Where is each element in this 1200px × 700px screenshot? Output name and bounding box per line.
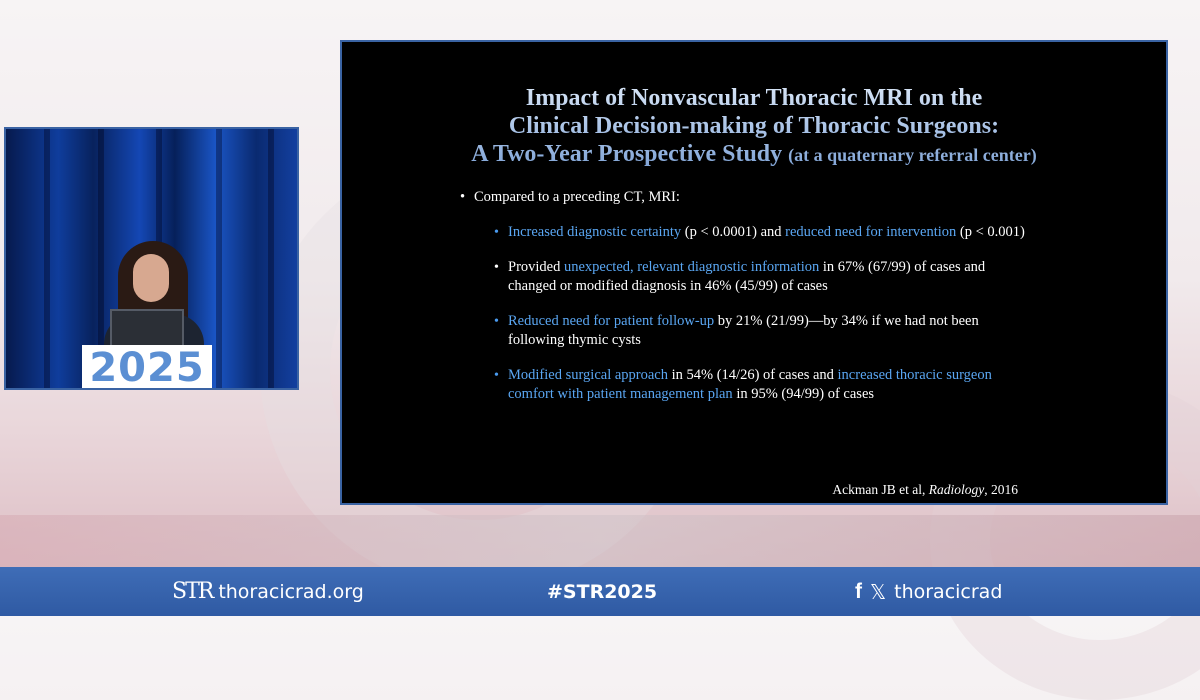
- bullet-text: Provided: [508, 259, 564, 275]
- bullet-dot-icon: •: [494, 260, 499, 275]
- footer-social-handle[interactable]: thoracicrad: [894, 580, 1003, 603]
- highlight-text: reduced need for intervention: [785, 224, 957, 240]
- background-band: [0, 515, 1200, 567]
- str-logo-icon: STR: [172, 579, 213, 604]
- bullet-text: by 21% (21/99)—by 34% if we had not been following thymic cysts: [508, 313, 979, 348]
- slide-title-line: Clinical Decision-making of Thoracic Surgeons:: [508, 113, 1000, 139]
- footer-hashtag: #STR2025: [547, 580, 658, 603]
- bullet-dot-icon: •: [494, 314, 499, 329]
- highlight-text: increased thoracic surgeon comfort with patient management plan: [508, 367, 992, 402]
- citation: [832, 482, 1018, 498]
- footer-social-group[interactable]: [855, 567, 1002, 616]
- highlight-text: Increased diagnostic certainty: [508, 224, 682, 240]
- bullet-text: (p < 0.0001) and: [681, 224, 786, 240]
- slide-title-note: (at a quaternary referral center): [788, 145, 1037, 165]
- slide-title: [342, 84, 1166, 169]
- main-bullet: [460, 188, 1034, 207]
- slide-title-line: [342, 140, 1166, 169]
- presenter-video: [4, 127, 299, 390]
- sub-bullet: [494, 258, 1034, 296]
- bullet-dot-icon: •: [494, 368, 499, 383]
- highlight-text: unexpected, relevant diagnostic information: [563, 259, 820, 275]
- slide-title-line3: A Two-Year Prospective Study: [471, 141, 783, 167]
- highlight-text: Reduced need for patient follow-up: [508, 313, 715, 329]
- curtain-fold: [44, 129, 50, 388]
- bullet-text: (p < 0.001): [956, 224, 1025, 240]
- main-bullet-text: Compared to a preceding CT, MRI:: [474, 189, 680, 205]
- citation-authors: Ackman JB et al,: [832, 482, 929, 497]
- facebook-icon[interactable]: f: [855, 579, 862, 603]
- presenter-face: [133, 254, 169, 302]
- highlight-text: Modified surgical approach: [508, 367, 668, 383]
- bullet-list: [460, 188, 1034, 404]
- footer-banner: [0, 567, 1200, 616]
- bullet-text: in 54% (14/26) of cases and: [668, 367, 838, 383]
- sub-bullet: [494, 223, 1034, 242]
- sub-bullet: [494, 312, 1034, 350]
- presentation-slide: [340, 40, 1168, 505]
- slide-title-line: Impact of Nonvascular Thoracic MRI on the: [525, 85, 983, 111]
- sub-bullet: [494, 366, 1034, 404]
- bullet-text: in 95% (94/99) of cases: [732, 386, 875, 402]
- year-sign: 2025: [82, 345, 212, 390]
- bullet-dot-icon: •: [494, 225, 499, 240]
- bullet-text: in 67% (67/99) of cases and changed or modified diagnosis in 46% (45/99) of cases: [508, 259, 986, 294]
- curtain-fold: [268, 129, 274, 388]
- bullet-dot-icon: •: [460, 189, 466, 205]
- curtain-fold: [216, 129, 222, 388]
- citation-year: , 2016: [984, 482, 1018, 497]
- footer-website[interactable]: thoracicrad.org: [218, 580, 364, 603]
- citation-journal: Radiology: [928, 482, 985, 497]
- footer-website-group[interactable]: [172, 567, 364, 616]
- x-twitter-icon[interactable]: 𝕏: [870, 579, 887, 604]
